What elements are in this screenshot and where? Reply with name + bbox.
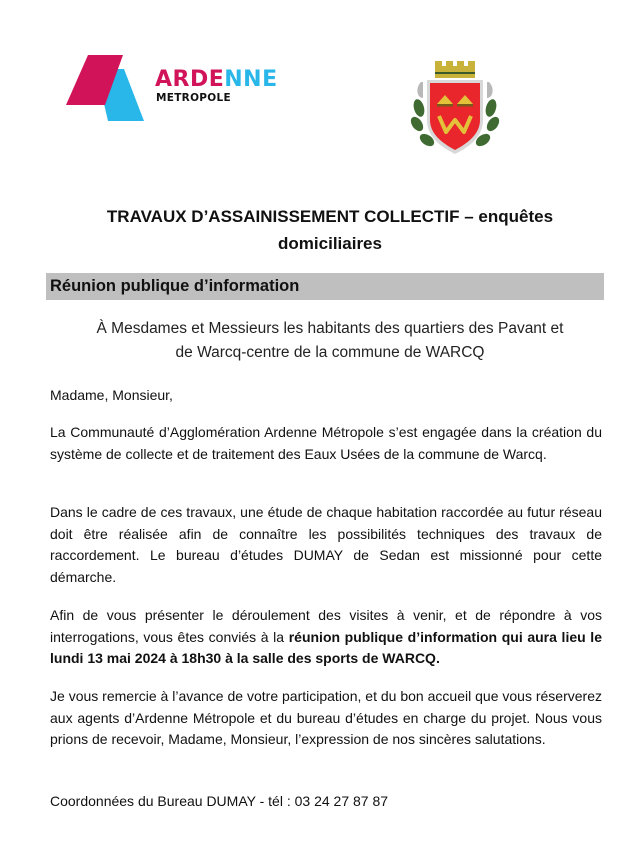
logo-wordmark-part2: NNE [224, 67, 278, 92]
document-title [40, 203, 620, 257]
paragraph-3-intro: Afin de vous présenter le déroulement des visites à venir, et de répondre à vos interrogations, vous êtes conviés à la [50, 607, 602, 645]
addressee-line2: de Warcq-centre de la commune de WARCQ [175, 344, 485, 361]
paragraph-2: Dans le cadre de ces travaux, une étude de chaque habitation raccordée au futur réseau doit être réalisée afin de connaître les possibilités techniques des travaux de raccordement. Le bureau d’études DUMAY de Sedan est missionné pour cette démarche. [50, 504, 602, 585]
logo-subtitle: METROPOLE [156, 92, 231, 104]
section-heading: Réunion publique d’information [50, 277, 300, 295]
addressee-line1: À Mesdames et Messieurs les habitants des quartiers des Pavant et [96, 320, 564, 337]
greeting: Madame, Monsieur, [50, 387, 173, 403]
coat-of-arms-icon [405, 58, 505, 158]
ardenne-logo-mark-icon [66, 55, 156, 125]
warcq-coat-of-arms [405, 58, 505, 158]
logo-wordmark-part1: ARDE [155, 67, 225, 92]
paragraph-3 [50, 605, 602, 670]
addressee [40, 317, 620, 365]
section-heading-bar [46, 273, 604, 300]
document-title-line2: domiciliaires [278, 234, 382, 253]
document-title-line1: TRAVAUX D’ASSAINISSEMENT COLLECTIF – enquêtes [106, 207, 554, 226]
contact-line: Coordonnées du Bureau DUMAY - tél : 03 24 27 87 87 [50, 793, 389, 809]
mural-crown-icon [435, 61, 475, 78]
logo-wordmark [155, 68, 278, 92]
ardenne-metropole-logo [66, 55, 281, 125]
paragraph-4: Je vous remercie à l’avance de votre participation, et du bon accueil que vous réserverez aux agents d’Ardenne Métropole et du bureau d’études en charge du projet. Nous vous prions de recevoir, Madame, Monsieur, l’expression de nos sincères salutations. [50, 688, 602, 747]
paragraph-1: La Communauté d’Agglomération Ardenne Métropole s’est engagée dans la création du système de collecte et de traitement des Eaux Usées de la commune de Warcq. [50, 424, 602, 462]
meeting-details: réunion publique d’information qui aura lieu le lundi 13 mai 2024 à 18h30 à la salle des sports de WARCQ. [50, 628, 602, 666]
